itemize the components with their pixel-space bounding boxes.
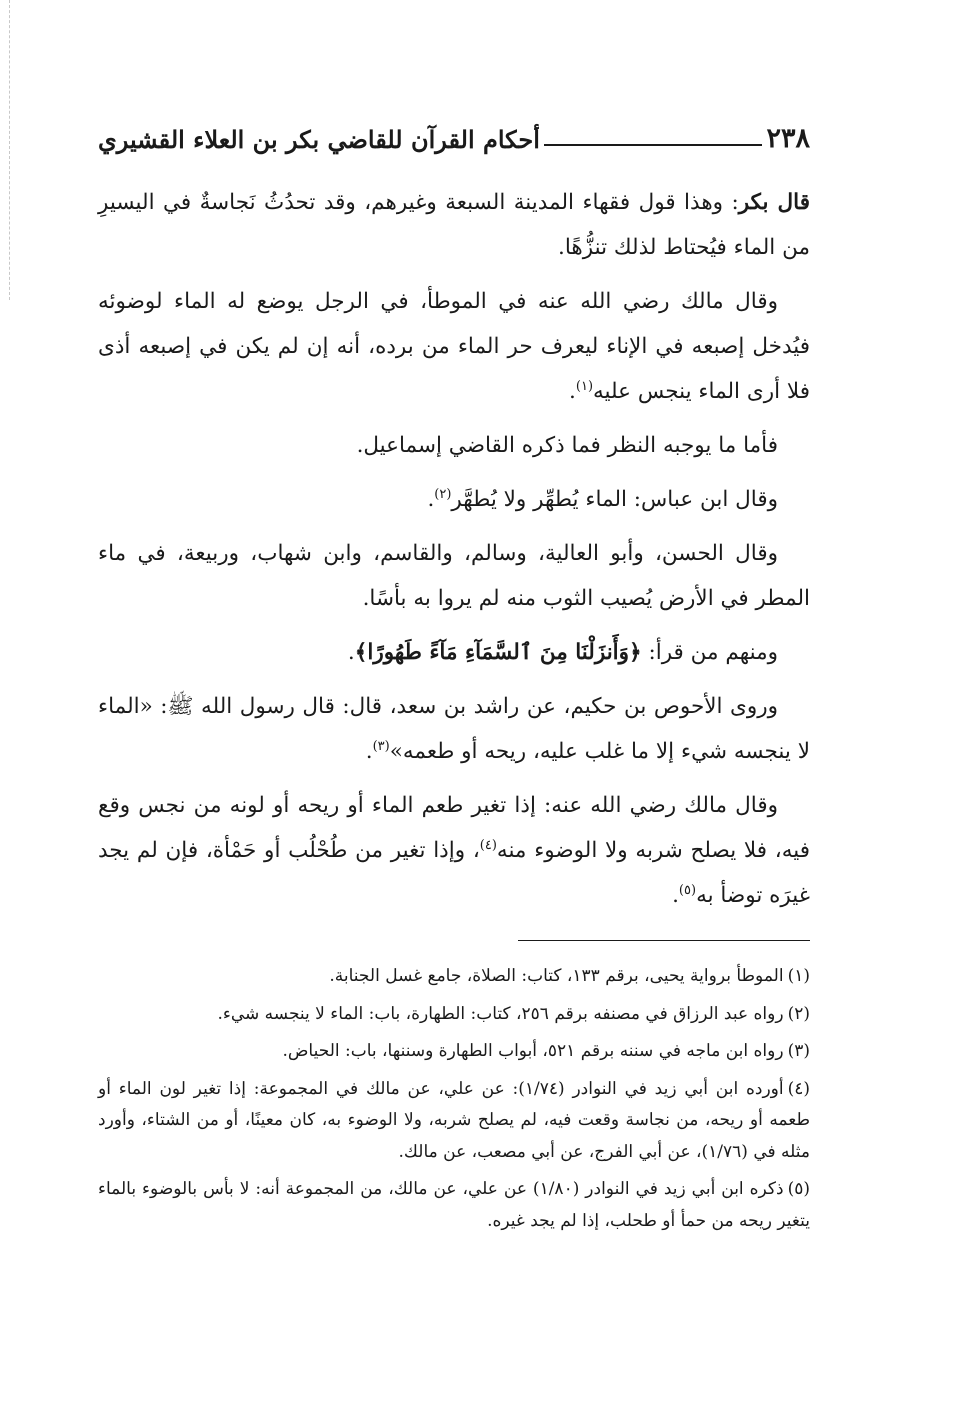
paragraph-4-text: وقال ابن عباس: الماء يُطهِّر ولا يُطهَّر [451, 487, 778, 512]
paragraph-4-end: . [427, 487, 435, 512]
paragraph-1-text: : وهذا قول فقهاء المدينة السبعة وغيرهم، وقد تحدُثُ نَجاسةٌ في اليسيرِ من الماء فيُحتاط لذلك تنزُّهًا. [98, 190, 810, 260]
footnote-separator [518, 940, 810, 941]
footnote-1 [98, 961, 810, 993]
paragraph-7 [98, 684, 810, 774]
page-number: ٢٣٨ [766, 123, 810, 154]
footnote-ref-1[interactable]: (١) [575, 378, 594, 394]
paragraph-3 [98, 423, 810, 468]
footnote-text: رواه عبد الرزاق في مصنفه برقم ٢٥٦، كتاب: الطهارة، باب: الماء لا ينجسه شيء. [217, 1003, 784, 1024]
paragraph-5-text: وقال الحسن، وأبو العالية، وسالم، والقاسم، وابن شهاب، وربيعة، في ماء المطر في الأرض يُصيب الثوب منه لم يروا به بأسًا. [98, 541, 810, 611]
book-page [98, 110, 810, 1243]
footnote-number: (١) [787, 966, 810, 986]
paragraph-4 [98, 477, 810, 522]
paragraph-8-end: . [672, 883, 679, 908]
footnote-ref-3[interactable]: (٣) [372, 738, 390, 754]
paragraph-2-end: . [569, 379, 576, 404]
footnote-text: أورده ابن أبي زيد في النوادر (١/٧٤): عن علي، عن مالك في المجموعة: إذا تغير لون الماء أو طعمه أو ريحه، من نجاسة وقعت فيه، لم يصلح شربه، ولا الوضوء به، كان معينًا، أو من الشتاء، وأورد مثله في (١/٧٦)، عن أبي الفرج، عن أبي مصعب، عن مالك. [98, 1078, 810, 1162]
footnote-number: (٥) [787, 1179, 810, 1199]
footnote-ref-4[interactable]: (٤) [479, 837, 497, 853]
footnote-ref-2[interactable]: (٢) [434, 486, 452, 502]
paragraph-8-text-a: وقال مالك رضي الله عنه: إذا تغير طعم الماء أو ريحه أو لونه من نجس وقع فيه، فلا يصلح شربه ولا الوضوء منه [98, 793, 810, 863]
footnote-ref-5[interactable]: (٥) [678, 882, 697, 898]
footnote-number: (٤) [787, 1078, 811, 1099]
footnote-3 [98, 1036, 810, 1068]
footnote-text: ذكره ابن أبي زيد في النوادر (١/٨٠) عن علي، عن مالك، من المجموعة أنه: لا بأس بالوضوء بالماء يتغير ريحه من حمأ أو طحلب، إذا لم يجد غيره. [98, 1179, 810, 1231]
footnote-text: الموطأ برواية يحيى، برقم ١٣٣، كتاب: الصلاة، جامع غسل الجنابة. [329, 966, 784, 986]
running-title: أحكام القرآن للقاضي بكر بن العلاء القشيري [98, 125, 540, 154]
footnote-number: (٢) [787, 1003, 810, 1024]
page-edge-line [9, 0, 10, 300]
footnote-text: رواه ابن ماجه في سننه برقم ٥٢١، أبواب الطهارة وسننها، باب: الحياض. [282, 1041, 784, 1061]
paragraph-7-text: وروى الأحوص بن حكيم، عن راشد بن سعد، قال: قال رسول الله ﷺ: «الماء لا ينجسه شيء إلا ما غلب عليه، ريحه أو طعمه» [98, 694, 810, 764]
paragraph-6-end: . [347, 640, 355, 665]
paragraph-3-text: فأما ما يوجبه النظر فما ذكره القاضي إسماعيل. [356, 433, 778, 458]
speaker-lead: قال بكر [738, 190, 810, 215]
paragraph-8 [98, 783, 810, 918]
paragraph-7-end: . [365, 739, 373, 764]
paragraph-8-text-b: ، وإذا تغير من طُحْلُب أو حَمْأة، فإن لم يجد غيرَه توضأ به [98, 838, 810, 908]
quran-verse: ﴿وَأَنزَلْنَا مِنَ ٱلسَّمَآءِ مَآءً طَهُورًا﴾ [354, 640, 642, 665]
footnote-5 [98, 1174, 810, 1237]
paragraph-2-text: وقال مالك رضي الله عنه في الموطأ، في الرجل يوضع له الماء لوضوئه فيُدخل إصبعه في الإناء ليعرف حر الماء من برده، أنه إن لم يكن في إصبعه أذى فلا أرى الماء ينجس عليه [98, 289, 810, 404]
paragraph-6 [98, 630, 810, 675]
paragraph-5 [98, 531, 810, 621]
main-text [98, 180, 810, 918]
footnote-number: (٣) [787, 1041, 810, 1061]
paragraph-1 [98, 180, 810, 270]
paragraph-2 [98, 279, 810, 414]
page-header [98, 110, 810, 154]
header-rule [544, 144, 763, 146]
footnote-2 [98, 999, 810, 1031]
paragraph-6-text: ومنهم من قرأ: [641, 640, 778, 665]
footnote-4 [98, 1074, 810, 1169]
footnotes [98, 961, 810, 1237]
